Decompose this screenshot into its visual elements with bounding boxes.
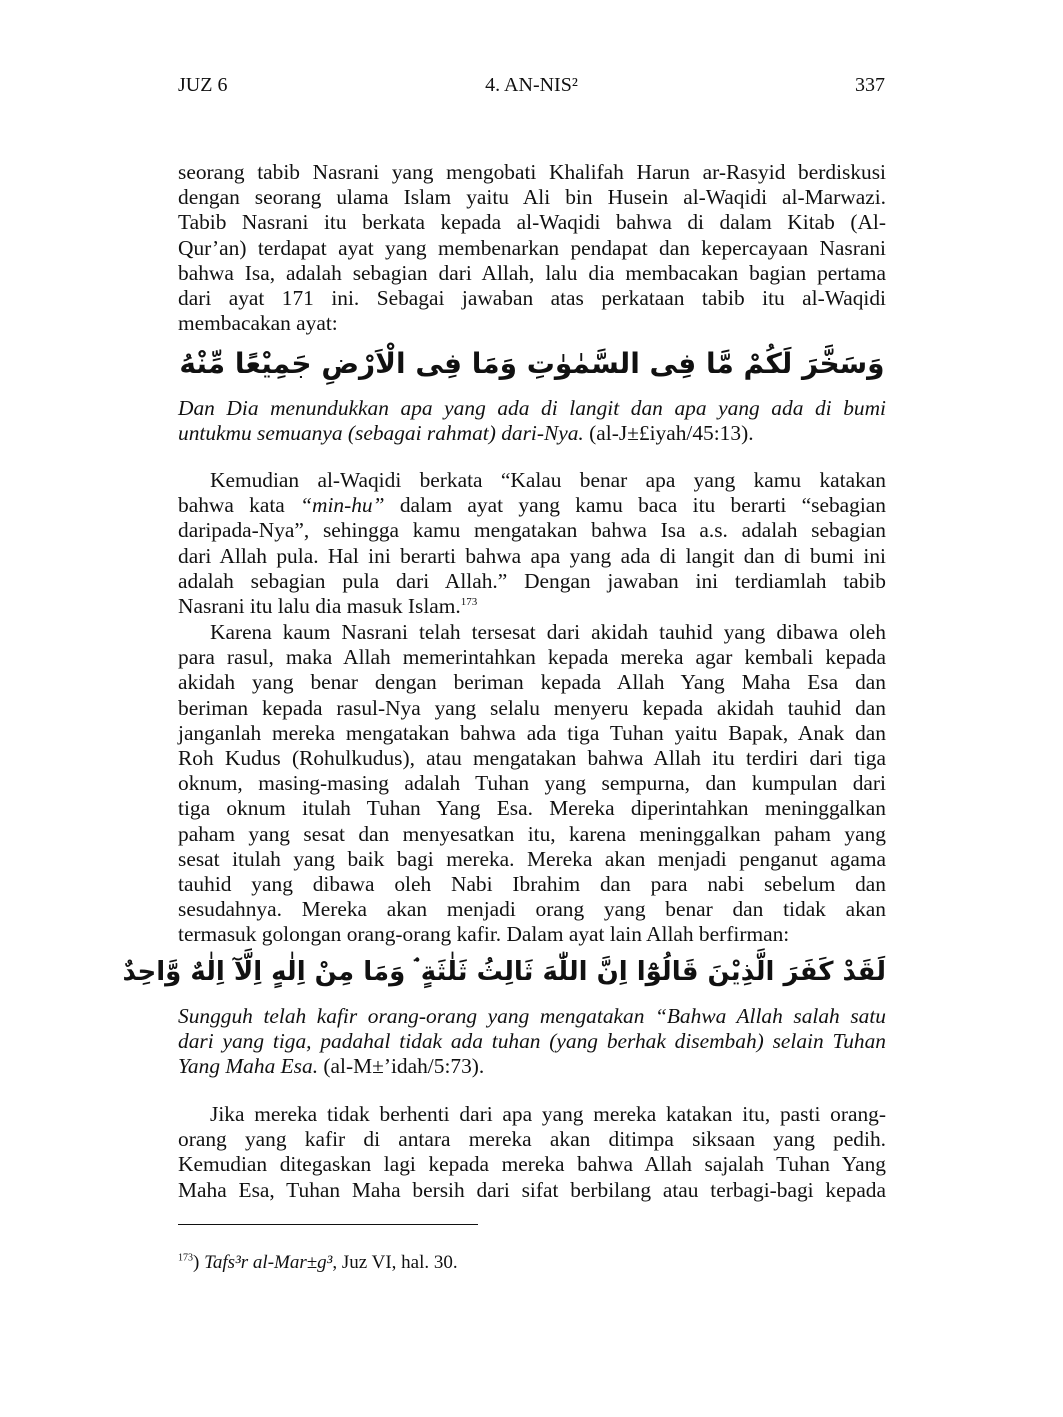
- footnote-source-title: Tafs³r al-Mar±g³: [204, 1252, 333, 1273]
- quran-verse-arabic: لَقَدْ كَفَرَ الَّذِيْنَ قَالُوْٓا اِنَّ اللّٰهَ ثَالِثُ ثَلٰثَةٍ ۘ وَمَا مِنْ اِلٰهٍ اِلَّآ اِلٰهٌ وَّاحِدٌ: [122, 957, 886, 987]
- text-run: dalam ayat yang kamu baca itu berarti “sebagian: [384, 493, 886, 518]
- text-line: tauhid yang dibawa oleh Nabi Ibrahim dan para nabi sebelum dan: [178, 872, 886, 897]
- text-line: janganlah mereka mengatakan bahwa ada tiga Tuhan yaitu Bapak, Anak dan: [178, 720, 886, 745]
- text-line: adalah sebagian pula dari Allah.” Dengan jawaban ini terdiamlah tabib: [178, 568, 886, 593]
- text-line: dari Allah pula. Hal ini berarti bahwa apa yang ada di langit dan di bumi ini: [178, 543, 886, 568]
- text-line: dengan seorang ulama Islam yaitu Ali bin Husein al-Waqidi al-Marwazi.: [178, 185, 886, 210]
- text-line: tiga oknum itulah Tuhan Yang Esa. Mereka diperintahkan meninggalkan: [178, 796, 886, 821]
- text-line: orang yang kafir di antara mereka akan ditimpa siksaan yang pedih.: [178, 1127, 886, 1152]
- translation-text: untukmu semuanya (sebagai rahmat) dari-Nya.: [178, 421, 584, 446]
- page-number: 337: [855, 74, 885, 96]
- text-line: beriman kepada rasul-Nya yang selalu menyeru kepada akidah tauhid dan: [178, 695, 886, 720]
- translation-text: Yang Maha Esa.: [178, 1054, 319, 1079]
- text-run: Nasrani itu lalu dia masuk Islam.: [178, 594, 461, 619]
- footnote: [178, 1252, 458, 1274]
- quoted-term: “min-hu”: [300, 493, 385, 518]
- text-line: Karena kaum Nasrani telah tersesat dari akidah tauhid yang dibawa oleh: [210, 620, 886, 644]
- text-line: [178, 493, 886, 518]
- text-line: dari ayat 171 ini. Sebagai jawaban atas perkataan tabib itu al-Waqidi: [178, 286, 886, 311]
- text-line: paham yang sesat dan menyesatkan itu, karena meninggalkan paham yang: [178, 821, 886, 846]
- text-line: Roh Kudus (Rohulkudus), atau mengatakan bahwa Allah itu terdiri dari tiga: [178, 746, 886, 771]
- translation-line: Dan Dia menundukkan apa yang ada di langit dan apa yang ada di bumi: [178, 396, 886, 420]
- text-line: bahwa Isa, adalah sebagian dari Allah, lalu dia membacakan bagian pertama: [178, 260, 886, 285]
- footnote-number: 173: [178, 1252, 193, 1264]
- text-line: membacakan ayat:: [178, 311, 338, 336]
- footnote-paren: ): [193, 1252, 200, 1273]
- text-line: Qur’an) terdapat ayat yang membenarkan pendapat dan kepercayaan Nasrani: [178, 235, 886, 260]
- verse-translation: [178, 396, 886, 446]
- quran-verse-arabic: وَسَخَّرَ لَكُمْ مَّا فِى السَّمٰوٰتِ وَمَا فِى الْاَرْضِ جَمِيْعًا مِّنْهُ: [179, 347, 885, 380]
- footnote-source-detail: , Juz VI, hal. 30.: [332, 1252, 458, 1273]
- text-line: akidah yang benar dengan beriman kepada Allah Yang Maha Esa dan: [178, 670, 886, 695]
- paragraph-intro: [178, 160, 886, 336]
- text-line: sesudahnya. Mereka akan menjadi orang yang benar dan tidak akan: [178, 897, 886, 922]
- text-line: sesat itulah yang baik bagi mereka. Mereka akan menjadi penganut agama: [178, 846, 886, 871]
- verse-reference: (al-J±£iyah/45:13).: [583, 421, 754, 446]
- text-line: Kemudian al-Waqidi berkata “Kalau benar apa yang kamu katakan: [210, 468, 886, 492]
- text-line: oknum, masing-masing adalah Tuhan yang sempurna, dan kumpulan dari: [178, 771, 886, 796]
- paragraph-tauhid: [178, 620, 886, 948]
- text-line: termasuk golongan orang-orang kafir. Dalam ayat lain Allah berfirman:: [178, 922, 790, 947]
- text-line: [178, 594, 886, 619]
- translation-line: [178, 421, 886, 446]
- footnote-divider: [178, 1224, 478, 1225]
- running-header-title: 4. AN-NIS²: [485, 74, 578, 96]
- paragraph-warning: [178, 1102, 886, 1203]
- text-line: daripada-Nya”, sehingga kamu mengatakan bahwa Isa a.s. adalah sebagian: [178, 518, 886, 543]
- text-run: bahwa kata: [178, 493, 301, 518]
- translation-line: Sungguh telah kafir orang-orang yang mengatakan “Bahwa Allah salah satu: [178, 1004, 886, 1028]
- text-line: Kemudian ditegaskan lagi kepada mereka bahwa Allah sajalah Tuhan Yang: [178, 1152, 886, 1177]
- translation-line: dari yang tiga, padahal tidak ada tuhan (yang berhak disembah) selain Tuhan: [178, 1029, 886, 1054]
- paragraph-waqidi: [178, 468, 886, 619]
- text-line: Tabib Nasrani itu berkata kepada al-Waqidi bahwa di dalam Kitab (Al-: [178, 210, 886, 235]
- text-line: Maha Esa, Tuhan Maha bersih dari sifat berbilang atau terbagi-bagi kepada: [178, 1177, 886, 1202]
- verse-reference: (al-M±’idah/5:73).: [318, 1054, 485, 1079]
- footnote-marker: 173: [460, 595, 478, 608]
- translation-line: [178, 1054, 886, 1079]
- running-header-juz: JUZ 6: [178, 74, 228, 96]
- text-line: para rasul, maka Allah memerintahkan kepada mereka agar kembali kepada: [178, 645, 886, 670]
- verse-translation: [178, 1004, 886, 1080]
- text-line: seorang tabib Nasrani yang mengobati Khalifah Harun ar-Rasyid berdiskusi: [178, 160, 886, 184]
- text-line: Jika mereka tidak berhenti dari apa yang mereka katakan itu, pasti orang-: [210, 1102, 886, 1126]
